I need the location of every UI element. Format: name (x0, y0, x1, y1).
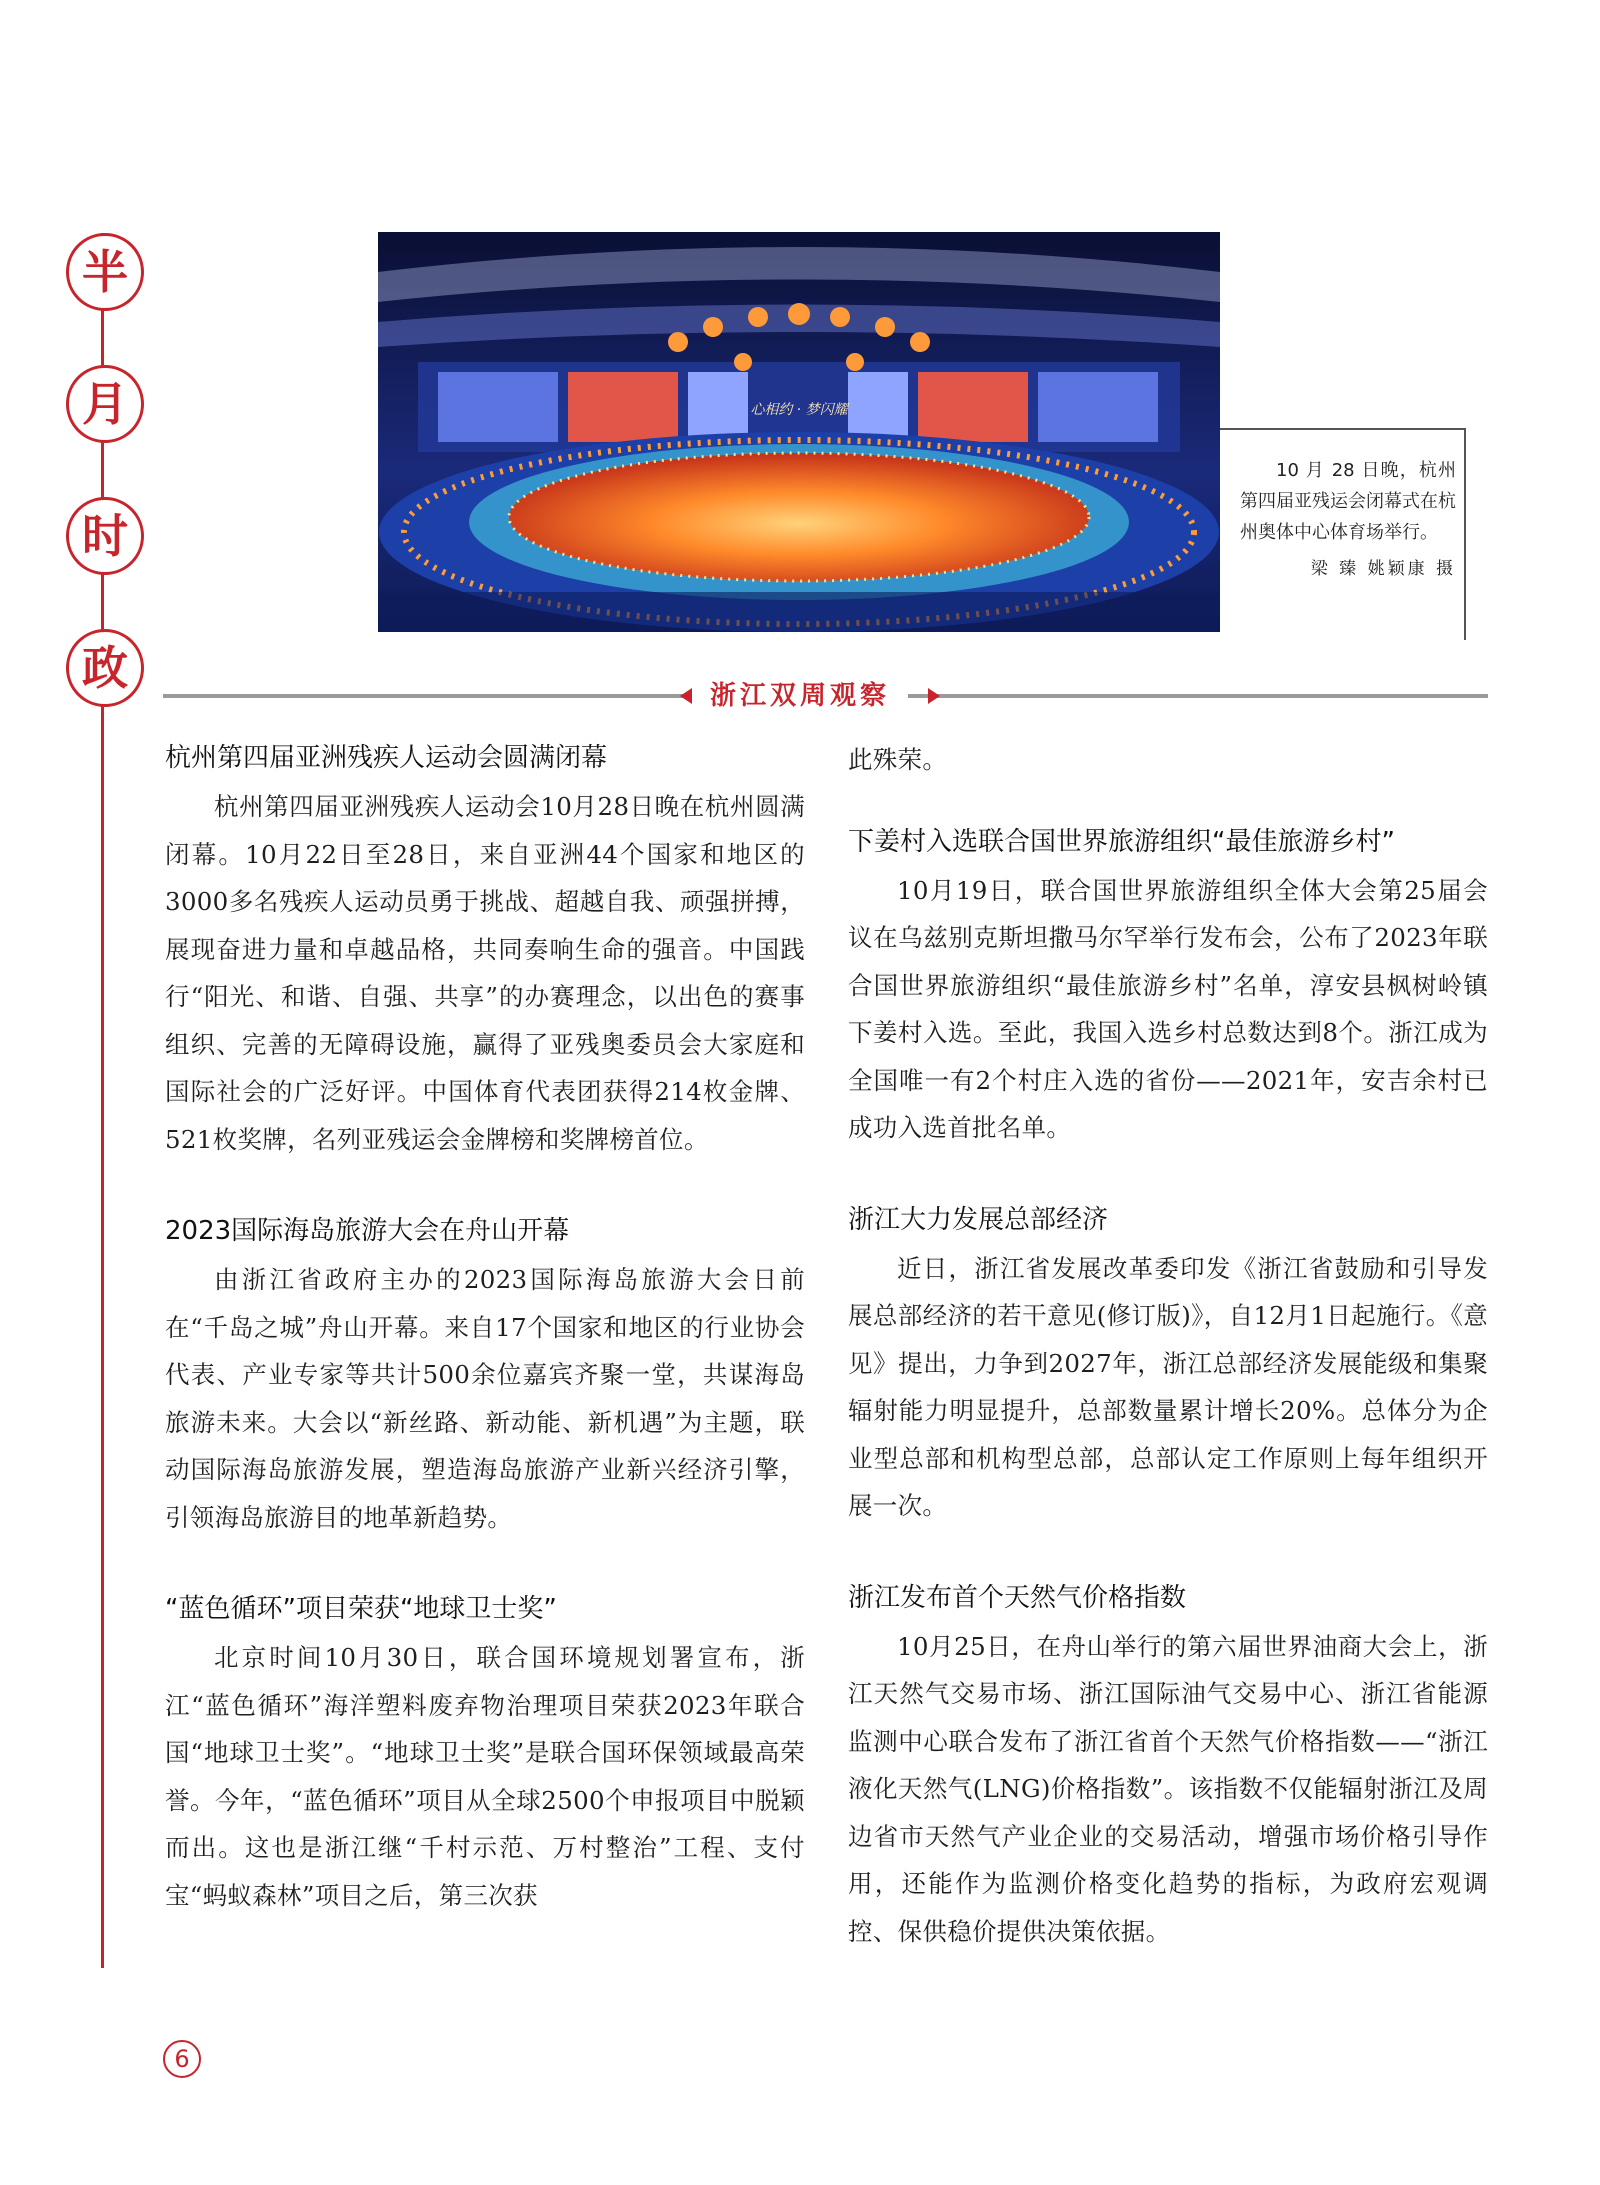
article-headline: 杭州第四届亚洲残疾人运动会圆满闭幕 (165, 743, 608, 773)
column-label-rule (101, 233, 104, 1968)
closing-ceremony-photo (378, 232, 1220, 632)
stadium-banner-text: 心相约 · 梦闪耀 (750, 402, 848, 418)
photo-caption (1240, 455, 1456, 585)
column-label-char-4: 政 (66, 629, 144, 707)
section-marker-left-icon (680, 688, 692, 704)
column-label-char-2: 月 (66, 365, 144, 443)
article-headline: 浙江发布首个天然气价格指数 (848, 1582, 1187, 1613)
news-article (165, 1587, 805, 1919)
news-article (848, 1198, 1488, 1530)
article-headline: “蓝色循环”项目荣获“地球卫士奖” (165, 1594, 557, 1624)
column-label-char-1: 半 (66, 233, 144, 311)
article-body-continued: 此殊荣。 (848, 745, 948, 774)
news-article (165, 736, 805, 1163)
section-marker-right-icon (928, 688, 940, 704)
article-headline: 下姜村入选联合国世界旅游组织“最佳旅游乡村” (848, 826, 1395, 857)
photo-caption-text: 10 月 28 日晚，杭州第四届亚残运会闭幕式在杭州奥体中心体育场举行。 (1240, 460, 1456, 543)
article-body: 北京时间10月30日，联合国环境规划署宣布，浙江“蓝色循环”海洋塑料废弃物治理项目荣获2023年联合国“地球卫士奖”。“地球卫士奖”是联合国环保领域最高荣誉。今年，“蓝色循环”项目从全球2500个申报项目中脱颖而出。这也是浙江继“千村示范、万村整治”工程、支付宝“蚂蚁森林”项目之后，第三次获 (165, 1643, 805, 1910)
column-label-char-3: 时 (66, 497, 144, 575)
right-column (848, 736, 1488, 2001)
page-number: 6 (163, 2040, 201, 2078)
article-body: 由浙江省政府主办的2023国际海岛旅游大会日前在“千岛之城”舟山开幕。来自17个国家和地区的行业协会代表、产业专家等共计500余位嘉宾齐聚一堂，共谋海岛旅游未来。大会以“新丝路、新动能、新机遇”为主题，联动国际海岛旅游发展，塑造海岛旅游产业新兴经济引擎，引领海岛旅游目的地革新趋势。 (165, 1265, 805, 1532)
caption-rule-side (1464, 428, 1466, 640)
article-body: 杭州第四届亚洲残疾人运动会10月28日晚在杭州圆满闭幕。10月22日至28日，来自亚洲44个国家和地区的3000多名残疾人运动员勇于挑战、超越自我、顽强拼搏，展现奋进力量和卓越品格，共同奏响生命的强音。中国践行“阳光、和谐、自强、共享”的办赛理念，以出色的赛事组织、完善的无障碍设施，赢得了亚残奥委员会大家庭和国际社会的广泛好评。中国体育代表团获得214枚金牌、521枚奖牌，名列亚残运会金牌榜和奖牌榜首位。 (165, 792, 805, 1154)
news-article (848, 1576, 1488, 1956)
stadium-illustration (378, 232, 1220, 632)
news-article (165, 1209, 805, 1541)
article-continuation (848, 736, 1488, 784)
article-headline: 浙江大力发展总部经济 (848, 1204, 1109, 1235)
news-article (848, 820, 1488, 1152)
left-column (165, 736, 805, 1965)
caption-rule-top (1220, 428, 1466, 430)
section-title: 浙江双周观察 (692, 677, 908, 715)
article-body: 10月19日，联合国世界旅游组织全体大会第25届会议在乌兹别克斯坦撒马尔罕举行发布会，公布了2023年联合国世界旅游组织“最佳旅游乡村”名单，淳安县枫树岭镇下姜村入选。至此，我国入选乡村总数达到8个。浙江成为全国唯一有2个村庄入选的省份——2021年，安吉余村已成功入选首批名单。 (848, 875, 1488, 1142)
article-body: 10月25日，在舟山举行的第六届世界油商大会上，浙江天然气交易市场、浙江国际油气交易中心、浙江省能源监测中心联合发布了浙江省首个天然气价格指数——“浙江液化天然气(LNG)价格指数”。该指数不仅能辐射浙江及周边省市天然气产业企业的交易活动，增强市场价格引导作用，还能作为监测价格变化趋势的指标，为政府宏观调控、保供稳价提供决策依据。 (848, 1631, 1488, 1946)
article-body: 近日，浙江省发展改革委印发《浙江省鼓励和引导发展总部经济的若干意见(修订版)》，自12月1日起施行。《意见》提出，力争到2027年，浙江总部经济发展能级和集聚辐射能力明显提升，总部数量累计增长20%。总体分为企业型总部和机构型总部，总部认定工作原则上每年组织开展一次。 (848, 1253, 1488, 1520)
photo-credit: 梁 臻 姚颖康 摄 (1310, 559, 1456, 579)
article-headline: 2023国际海岛旅游大会在舟山开幕 (165, 1216, 570, 1246)
